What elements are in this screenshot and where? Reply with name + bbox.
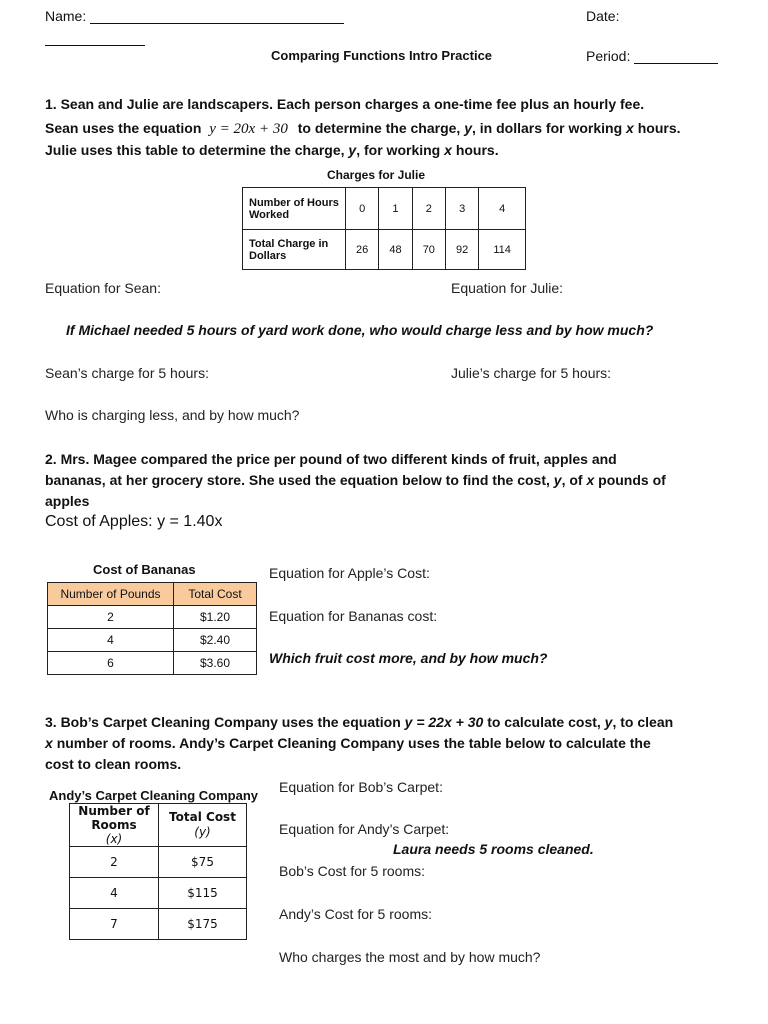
table-cell: 2 xyxy=(412,188,445,230)
table-cell: $1.20 xyxy=(174,606,257,629)
table-cell: 4 xyxy=(48,629,174,652)
table-row xyxy=(70,909,247,940)
table-cell: $175 xyxy=(159,909,247,940)
table-cell: 92 xyxy=(445,230,478,270)
table-row xyxy=(48,606,257,629)
column-header: Total Cost xyxy=(174,583,257,606)
julie-charge-label: Julie’s charge for 5 hours: xyxy=(451,365,612,381)
andy-table-title: Andy’s Carpet Cleaning Company xyxy=(49,788,258,803)
laura-note: Laura needs 5 rooms cleaned. xyxy=(393,841,594,857)
bananas-table xyxy=(47,582,257,675)
table-cell: 3 xyxy=(445,188,478,230)
table-cell: 2 xyxy=(70,847,159,878)
table-cell: 114 xyxy=(479,230,526,270)
table-cell: 0 xyxy=(346,188,379,230)
bananas-table-title: Cost of Bananas xyxy=(93,562,196,577)
column-header: Number of Pounds xyxy=(48,583,174,606)
q1-line2: Sean uses the equation y = 20x + 30 to determine the charge, y, in dollars for working x hours. xyxy=(45,120,681,137)
row-header: Total Charge in Dollars xyxy=(243,230,346,270)
table-cell: $3.60 xyxy=(174,652,257,675)
name-field[interactable] xyxy=(45,8,344,24)
name-blank[interactable] xyxy=(90,9,344,24)
eq-andy-label: Equation for Andy’s Carpet: xyxy=(279,821,450,837)
eq-sean-label: Equation for Sean: xyxy=(45,280,161,296)
table-cell: 26 xyxy=(346,230,379,270)
q1-number: 1. xyxy=(45,96,57,112)
q1-line1: 1. Sean and Julie are landscapers. Each person charges a one-time fee plus an hourly fee. xyxy=(45,96,645,112)
row-header: Number of Hours Worked xyxy=(243,188,346,230)
eq-julie-label: Equation for Julie: xyxy=(451,280,564,296)
q2-line3: apples xyxy=(45,493,90,509)
q2-line2: bananas, at her grocery store. She used the equation below to find the cost, y, of x pounds of xyxy=(45,472,666,488)
julie-table xyxy=(242,187,526,270)
date-blank[interactable] xyxy=(45,28,145,46)
q1-text xyxy=(45,94,735,161)
table-cell: 1 xyxy=(379,188,412,230)
table-row xyxy=(48,629,257,652)
sean-equation: y = 20x + 30 xyxy=(209,121,288,137)
table-row xyxy=(48,652,257,675)
q3-line2: x number of rooms. Andy’s Carpet Cleaning Company uses the table below to calculate the xyxy=(45,735,651,751)
table-cell: 2 xyxy=(48,606,174,629)
andy-cost-label: Andy’s Cost for 5 rooms: xyxy=(279,906,433,922)
q3-line3: cost to clean rooms. xyxy=(45,756,182,772)
table-cell: $115 xyxy=(159,878,247,909)
who-less-label: Who is charging less, and by how much? xyxy=(45,407,300,423)
table-cell: 7 xyxy=(70,909,159,940)
period-blank[interactable] xyxy=(634,49,718,64)
eq-bob-label: Equation for Bob’s Carpet: xyxy=(279,779,443,795)
q2-text xyxy=(45,449,735,512)
q1-line3: Julie uses this table to determine the charge, y, for working x hours. xyxy=(45,142,499,158)
period-label: Period: xyxy=(586,48,631,64)
bob-cost-label: Bob’s Cost for 5 rooms: xyxy=(279,863,426,879)
table-row xyxy=(243,230,526,270)
page-title: Comparing Functions Intro Practice xyxy=(271,48,493,63)
column-header: Total Cost (y) xyxy=(159,804,247,847)
q2-line1: 2. Mrs. Magee compared the price per pound of two different kinds of fruit, apples and xyxy=(45,451,617,467)
andy-table xyxy=(69,803,247,940)
table-cell: 70 xyxy=(412,230,445,270)
table-cell: $2.40 xyxy=(174,629,257,652)
q1-question: If Michael needed 5 hours of yard work done, who would charge less and by how much? xyxy=(66,322,654,338)
eq-apple-label: Equation for Apple’s Cost: xyxy=(269,565,430,581)
q2-question: Which fruit cost more, and by how much? xyxy=(269,650,548,666)
column-header: Number of Rooms (x) xyxy=(70,804,159,847)
bob-equation: y = 22x + 30 xyxy=(404,714,484,730)
table-cell: 6 xyxy=(48,652,174,675)
table-row xyxy=(48,583,257,606)
table-cell: 48 xyxy=(379,230,412,270)
table-cell: 4 xyxy=(70,878,159,909)
cost-apples-equation: Cost of Apples: y = 1.40x xyxy=(45,513,223,530)
period-field[interactable] xyxy=(586,48,718,64)
table-row xyxy=(70,804,247,847)
sean-charge-label: Sean’s charge for 5 hours: xyxy=(45,365,209,381)
eq-banana-label: Equation for Bananas cost: xyxy=(269,608,438,624)
date-label: Date: xyxy=(586,8,620,24)
q3-line1: 3. Bob’s Carpet Cleaning Company uses the equation y = 22x + 30 to calculate cost, y, to clean xyxy=(45,714,674,730)
table-row xyxy=(70,847,247,878)
q3-text xyxy=(45,712,735,775)
table-cell: 4 xyxy=(479,188,526,230)
table-cell: $75 xyxy=(159,847,247,878)
table-row xyxy=(243,188,526,230)
table-row xyxy=(70,878,247,909)
name-label: Name: xyxy=(45,8,87,24)
who-most-label: Who charges the most and by how much? xyxy=(279,949,541,965)
julie-table-title: Charges for Julie xyxy=(327,168,426,182)
